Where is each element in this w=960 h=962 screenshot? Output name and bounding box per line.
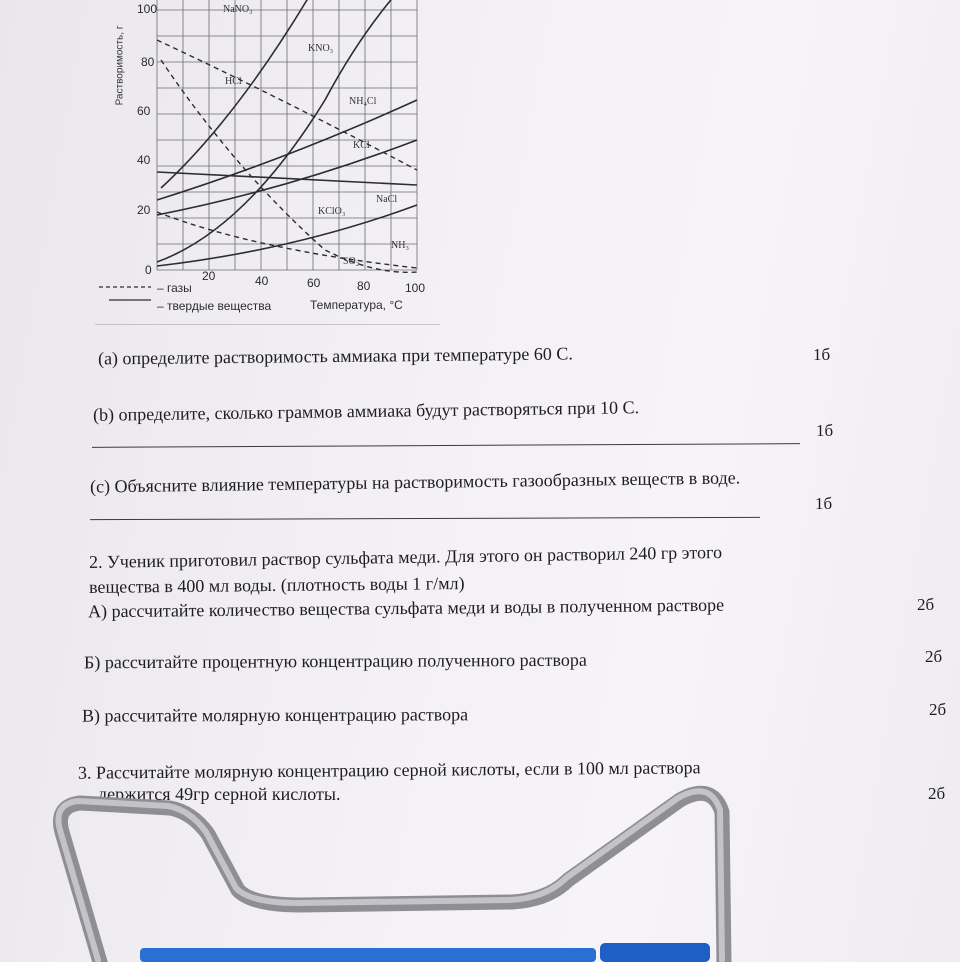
blue-clip <box>140 948 596 962</box>
y-tick: 40 <box>137 153 151 167</box>
series-label-so2: SO₂ <box>343 256 360 267</box>
question-2-line2: вещества в 400 мл воды. (плотность воды 1 г/мл) <box>88 573 465 597</box>
blue-clip-end <box>600 943 710 962</box>
series-label-nh4cl: NH₄Cl <box>349 96 377 107</box>
series-label-nh3: NH₃ <box>391 240 409 251</box>
question-2b-points: 2б <box>925 647 943 666</box>
series-label-kno3: KNO₃ <box>308 43 334 54</box>
x-tick: 60 <box>307 276 321 290</box>
x-axis-label: Температура, °С <box>310 298 403 312</box>
x-tick: 20 <box>202 269 216 283</box>
y-tick: 80 <box>141 55 155 69</box>
question-1a-points: 1б <box>813 345 831 364</box>
question-1b-points: 1б <box>816 421 834 440</box>
legend-gases-text: газы <box>167 281 192 295</box>
series-label-nacl: NaCl <box>376 194 398 205</box>
y-tick: 20 <box>137 203 151 217</box>
x-tick: 100 <box>405 281 426 295</box>
question-2c-points: 2б <box>929 700 947 719</box>
question-2b: Б) рассчитайте процентную концентрацию полученного раствора <box>83 649 587 673</box>
series-label-kcl: KCl <box>353 140 370 151</box>
legend-solids: – твердые вещества <box>157 299 272 313</box>
question-2a: А) рассчитайте количество вещества сульфата меди и воды в полученном растворе <box>87 594 725 622</box>
question-1c: (c) Объясните влияние температуры на растворимость газообразных веществ в воде. <box>89 467 741 497</box>
y-tick: 0 <box>145 263 152 277</box>
legend-gases: – газы <box>157 281 192 295</box>
question-2-line1: 2. Ученик приготовил раствор сульфата меди. Для этого он растворил 240 гр этого <box>88 542 723 572</box>
y-tick: 60 <box>137 104 151 118</box>
y-tick: 100 <box>137 2 158 16</box>
y-axis-label: Растворимость, г <box>114 25 126 106</box>
x-tick: 40 <box>255 274 269 288</box>
question-2c: В) рассчитайте молярную концентрацию раствора <box>81 704 469 726</box>
question-1c-points: 1б <box>815 494 833 513</box>
series-label-kclo3: KClO₃ <box>318 206 346 217</box>
question-1b: (b) определите, сколько граммов аммиака будут растворяться при 10 С. <box>92 397 640 425</box>
question-3-line2: держится 49гр серной кислоты. <box>98 784 341 804</box>
question-3-points: 2б <box>928 784 946 803</box>
series-label-nano3: NaNO₃ <box>223 4 253 15</box>
x-tick: 80 <box>357 279 371 293</box>
question-3-line1: 3. Рассчитайте молярную концентрацию серной кислоты, если в 100 мл раствора <box>77 757 701 783</box>
question-1a: (a) определите растворимость аммиака при температуре 60 С. <box>97 343 573 369</box>
legend-solids-text: твердые вещества <box>167 299 272 313</box>
series-label-hcl: HCl <box>225 76 242 87</box>
question-2a-points: 2б <box>917 595 935 614</box>
